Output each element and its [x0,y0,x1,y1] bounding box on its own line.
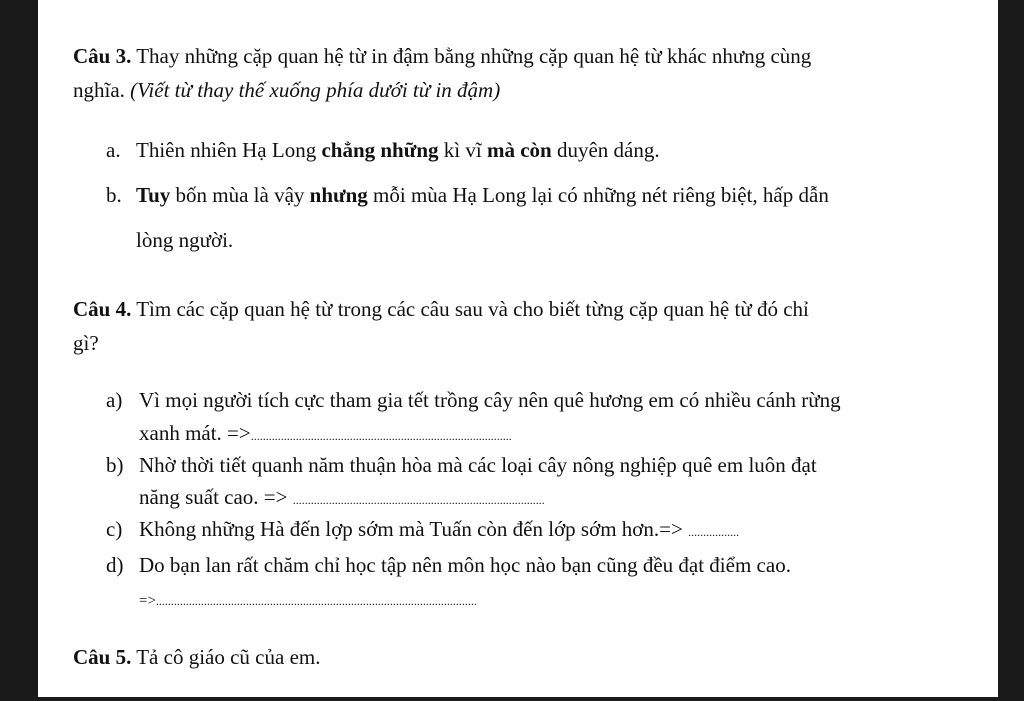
q3-item-a [106,137,660,163]
q3-instruction: (Viết từ thay thế xuống phía dưới từ in đậm) [130,78,501,102]
q4-line-1 [73,296,809,322]
q3-text-2: nghĩa. [73,78,131,102]
q4-item-a-text: Vì mọi người tích cực tham gia tết trồng cây nên quê hương em có nhiều cánh rừng [139,388,841,412]
q4-item-b-dots: .................................................................................... [292,493,545,507]
q3-text-1: Thay những cặp quan hệ từ in đậm bằng những cặp quan hệ từ khác nhưng cùng [131,44,812,68]
q4-number: Câu 4. [73,297,132,321]
q4-text-1: Tìm các cặp quan hệ từ trong các câu sau và cho biết từng cặp quan hệ từ đó chỉ [131,297,809,321]
q4-item-c [106,516,739,545]
q4-item-d-answer [139,585,477,614]
q4-item-a-dots: ....................................................................................... [250,429,512,443]
q4-item-d [106,552,791,578]
q4-item-a-arrow: xanh mát. => [139,421,251,445]
q5-text: Tả cô giáo cũ của em. [131,645,321,669]
q4-item-c-text: Không những Hà đến lợp sớm mà Tuấn còn đến lớp sớm hơn.=> [139,517,689,541]
q3-item-b-bold-2: nhưng [309,183,368,207]
q3-item-a-text-2: kì vĩ [438,138,487,162]
q5-line [73,644,320,670]
q3-item-a-bold-2: mà còn [486,138,552,162]
q4-item-d-text: Do bạn lan rất chăm chỉ học tập nên môn học nào bạn cũng đều đạt điểm cao. [139,553,791,577]
q4-item-d-dots: ........................................................................................................... [155,594,477,608]
q3-item-b-label: b. [106,183,122,207]
document-page [38,0,998,697]
q5-number: Câu 5. [73,645,132,669]
q4-item-b-arrow: năng suất cao. => [139,485,293,509]
q3-item-a-label: a. [106,138,121,162]
q4-item-d-label: d) [106,553,124,577]
q3-item-a-text-1: Thiên nhiên Hạ Long [136,138,322,162]
q4-item-a [106,387,841,413]
q3-item-b-text-2: mỗi mùa Hạ Long lại có những nét riêng biệt, hấp dẫn [367,183,829,207]
q3-item-a-text-3: duyên dáng. [551,138,660,162]
q4-item-b [106,452,817,478]
q3-item-b-text-1: bốn mùa là vậy [170,183,310,207]
q3-item-b-continuation: lòng người. [136,228,234,252]
q4-item-c-label: c) [106,517,123,541]
q4-item-d-arrow: => [139,593,156,609]
q4-item-b-answer [139,484,545,513]
q4-item-c-dots: ................. [688,525,740,539]
q3-item-b [106,182,829,208]
q4-item-a-label: a) [106,388,123,412]
q3-number: Câu 3. [73,44,132,68]
q3-line-1 [73,43,811,69]
q3-line-2 [73,77,500,103]
q4-item-a-answer [139,420,512,449]
q3-item-a-bold-1: chẳng những [321,138,439,162]
q4-item-b-text: Nhờ thời tiết quanh năm thuận hòa mà các loại cây nông nghiệp quê em luôn đạt [139,453,817,477]
q3-item-b-bold-1: Tuy [136,183,171,207]
q4-line-2: gì? [73,331,99,355]
q4-item-b-label: b) [106,453,124,477]
